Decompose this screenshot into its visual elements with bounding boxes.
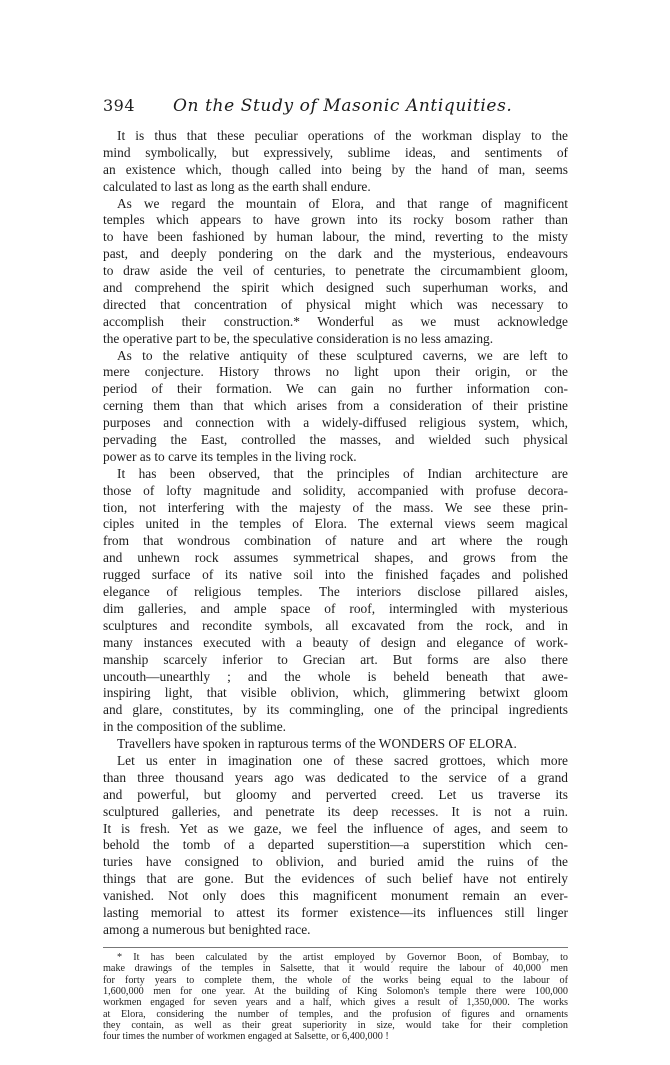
body-text-line: ciples united in the temples of Elora. The external views seem magical bbox=[103, 516, 568, 532]
body-text-line: rugged surface of its native soil into the finished façades and polished bbox=[103, 567, 568, 583]
body-text-line: many instances executed with a beauty of design and elegance of work- bbox=[103, 634, 568, 650]
body-text-line: It is fresh. Yet as we gaze, we feel the influence of ages, and seem to bbox=[103, 820, 568, 836]
body-text-line: turies have consigned to oblivion, and buried amid the ruins of the bbox=[103, 854, 568, 870]
body-text-line: period of their formation. We can gain no further information con- bbox=[103, 381, 568, 397]
body-text-line: mere conjecture. History throws no light upon their origin, or the bbox=[103, 364, 568, 380]
body-text-line: behold the tomb of a departed superstition—a superstition which cen- bbox=[103, 837, 568, 853]
body-text-line: past, and deeply pondering on the dark and the mysterious, endeavours bbox=[103, 246, 568, 262]
body-text bbox=[103, 128, 568, 939]
footnote-line: four times the number of workmen engaged at Salsette, or 6,400,000 ! bbox=[103, 1031, 389, 1043]
body-text-line: mind symbolically, but expressively, sublime ideas, and sentiments of bbox=[103, 144, 568, 160]
footnote-line: at Elora, considering the number of temples, and the profusion of figures and ornaments bbox=[103, 1008, 568, 1020]
body-text-line: tion, not interfering with the majesty of the mass. We see these prin- bbox=[103, 499, 568, 515]
body-text-line: uncouth—unearthly ; and the whole is beheld beneath that awe- bbox=[103, 668, 568, 684]
footnote-line: for forty years to complete them, the whole of the works being equal to the labour of bbox=[103, 974, 568, 986]
body-text-line: from that wondrous combination of nature and art where the rough bbox=[103, 533, 568, 549]
body-text-line: It is thus that these peculiar operations of the workman display to the bbox=[117, 128, 568, 143]
body-text-line: in the composition of the sublime. bbox=[103, 719, 286, 735]
body-text-line: vanished. Not only does this magnificent monument remain an ever- bbox=[103, 888, 568, 904]
book-page bbox=[103, 96, 568, 1043]
body-text-line: directed that concentration of physical might which was necessary to bbox=[103, 296, 568, 312]
body-text-line: accomplish their construction.* Wonderful as we must acknowledge bbox=[103, 313, 568, 329]
body-text-line: It has been observed, that the principles of Indian architecture are bbox=[117, 465, 568, 481]
running-head bbox=[103, 96, 568, 122]
body-text-line: and unhewn rock assumes symmetrical shapes, and grows from the bbox=[103, 550, 568, 566]
footnote-line: workmen engaged for seven years and a half, which gives a result of 1,350,000. The works bbox=[103, 997, 568, 1009]
body-text-line: those of lofty magnitude and solidity, accompanied with profuse decora- bbox=[103, 482, 568, 498]
body-text-line: to have been fashioned by human labour, the mind, reverting to the misty bbox=[103, 229, 568, 245]
body-text-line: pervading the East, controlled the masses, and wielded such physical bbox=[103, 432, 568, 448]
body-text-line: Travellers have spoken in rapturous terms of the WONDERS OF ELORA. bbox=[117, 736, 517, 752]
body-text-line: to draw aside the veil of centuries, to penetrate the circumambient gloom, bbox=[103, 263, 568, 279]
footnote-line: * It has been calculated by the artist employed by Governor Boon, of Bombay, to bbox=[117, 951, 568, 963]
body-text-line: elegance of religious temples. The interiors disclose pillared aisles, bbox=[103, 584, 568, 600]
body-text-line: Let us enter in imagination one of these sacred grottoes, which more bbox=[117, 752, 568, 768]
body-text-line: and powerful, but gloomy and perverted creed. Let us traverse its bbox=[103, 786, 568, 802]
body-text-line: As we regard the mountain of Elora, and that range of magnificent bbox=[117, 195, 568, 211]
body-text-line: an existence which, though called into being by the hand of man, seems bbox=[103, 161, 568, 177]
body-text-line: inspiring light, that visible oblivion, which, glimmering betwixt gloom bbox=[103, 685, 568, 701]
page-number: 394 bbox=[103, 96, 136, 115]
body-text-line: calculated to last as long as the earth shall endure. bbox=[103, 178, 371, 194]
body-text-line: lasting memorial to attest its former existence—its influences still linger bbox=[103, 904, 568, 920]
body-text-line: the operative part to be, the speculative consideration is no less amazing. bbox=[103, 330, 494, 346]
body-text-line: than three thousand years ago was dedicated to the service of a grand bbox=[103, 769, 568, 785]
footnote bbox=[103, 952, 568, 1043]
body-text-line: and comprehend the spirit which designed such superhuman works, and bbox=[103, 280, 568, 296]
body-text-line: things that are gone. But the evidences of such belief have not entirely bbox=[103, 871, 568, 887]
footnote-rule bbox=[103, 947, 568, 948]
footnote-line: make drawings of the temples in Salsette, that it would require the labour of 40,000 men bbox=[103, 963, 568, 975]
body-text-line: purposes and connection with a widely-diffused religious system, which, bbox=[103, 415, 568, 431]
body-text-line: dim galleries, and ample space of roof, intermingled with mysterious bbox=[103, 600, 568, 616]
body-text-line: sculptured galleries, and penetrate its deep recesses. It is not a ruin. bbox=[103, 803, 568, 819]
running-title: On the Study of Masonic Antiquities. bbox=[173, 96, 513, 116]
body-text-line: manship scarcely inferior to Grecian art. But forms are also there bbox=[103, 651, 568, 667]
body-text-line: among a numerous but benighted race. bbox=[103, 921, 311, 937]
body-text-line: sculptures and recondite symbols, all excavated from the rock, and in bbox=[103, 617, 568, 633]
footnote-line: 1,600,000 men for one year. At the building of King Solomon's temple there were 100,000 bbox=[103, 985, 568, 997]
body-text-line: and glare, constitutes, by its commingling, one of the principal ingredients bbox=[103, 702, 568, 718]
body-text-line: cerning them than that which arises from a consideration of their pristine bbox=[103, 398, 568, 414]
body-text-line: power as to carve its temples in the living rock. bbox=[103, 448, 357, 464]
body-text-line: As to the relative antiquity of these sculptured caverns, we are left to bbox=[117, 347, 568, 363]
footnote-line: they contain, as well as their great superiority in size, would take for their completion bbox=[103, 1020, 568, 1032]
body-text-line: temples which appears to have grown into its rocky bosom rather than bbox=[103, 212, 568, 228]
